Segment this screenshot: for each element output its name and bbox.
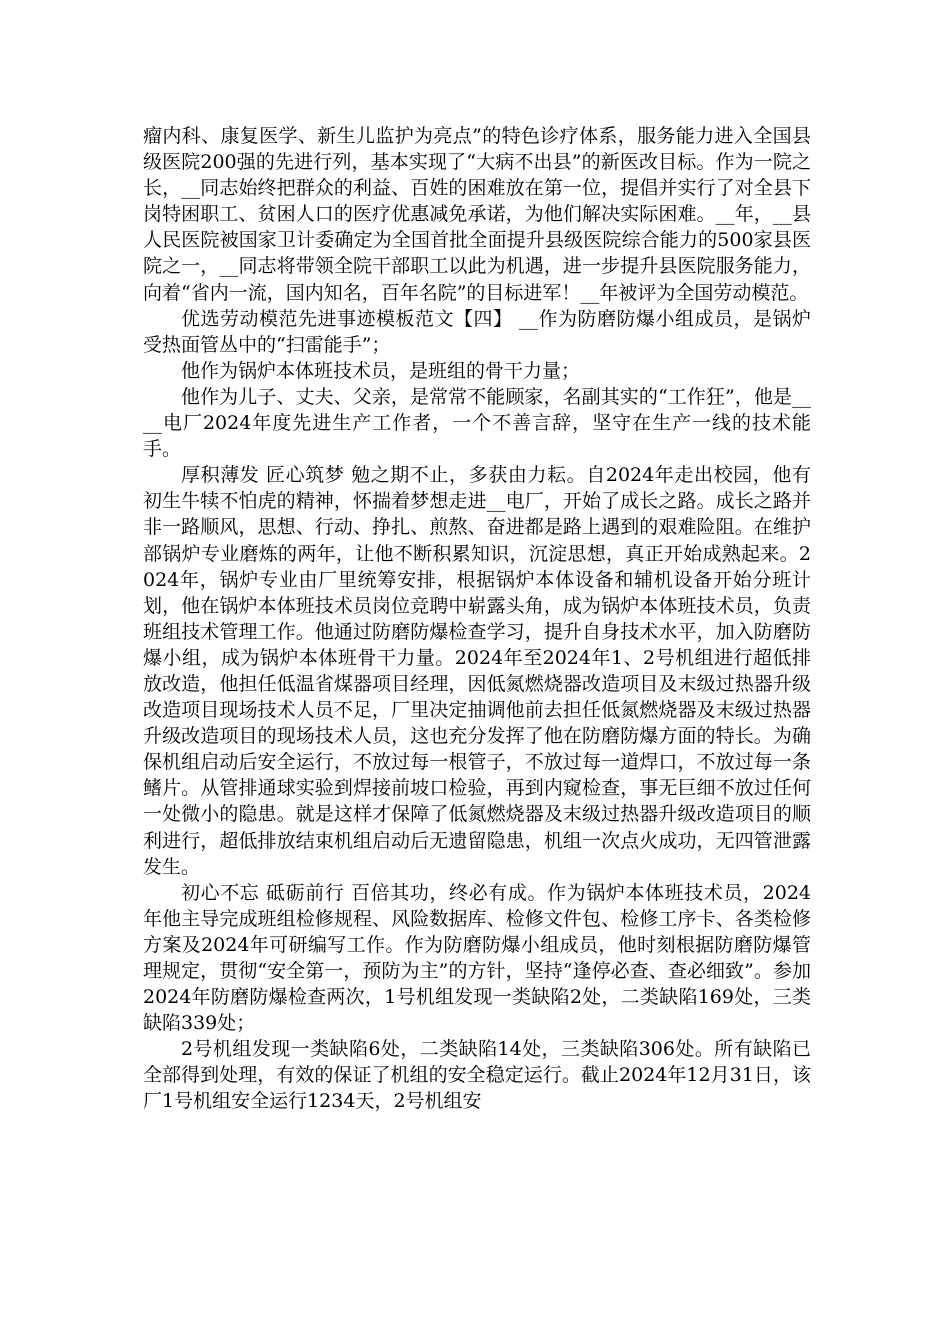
paragraph-family-role: 他作为儿子、丈夫、父亲，是常常不能顾家，名副其实的“工作狂”，他是____电厂2024年度先进生产工作者，一个不善言辞，坚守在生产一线的技术能手。 [143, 385, 811, 461]
paragraph-achievements: 初心不忘 砥砺前行 百倍其功，终必有成。作为锅炉本体班技术员，2024年他主导完成班组检修规程、风险数据库、检修文件包、检修工序卡、各类检修方案及2024年可研编写工作。作为防磨防爆小组成员，他时刻根据防磨防爆管理规定，贯彻“安全第一，预防为主”的方针，坚持“逢停必查、查必细致”。参加2024年防磨防爆检查两次，1号机组发现一类缺陷2处，二类缺陷169处，三类缺陷339处； [143, 881, 811, 1035]
paragraph-hospital-intro: 瘤内科、康复医学、新生儿监护为亮点”的特色诊疗体系，服务能力进入全国县级医院200强的先进行列，基本实现了“大病不出县”的新医改目标。作为一院之长，__同志始终把群众的利益、百姓的困难放在第一位，提倡并实行了对全县下岗特困职工、贫困人口的医疗优惠减免承诺，为他们解决实际困难。__年，__县人民医院被国家卫计委确定为全国首批全面提升县级医院综合能力的500家县医院之一，__同志将带领全院干部职工以此为机遇，进一步提升县医院服务能力，向着“省内一流，国内知名，百年名院”的目标进军！__年被评为全国劳动模范。 [143, 125, 811, 304]
paragraph-unit-two-results: 2号机组发现一类缺陷6处，二类缺陷14处，三类缺陷306处。所有缺陷已全部得到处理，有效的保证了机组的安全稳定运行。截止2024年12月31日，该厂1号机组安全运行1234天，2号机组安 [143, 1038, 811, 1113]
document-body [143, 123, 811, 1115]
paragraph-growth-story: 厚积薄发 匠心筑梦 勉之期不止，多获由力耘。自2024年走出校园，他有初生牛犊不怕虎的精神，怀揣着梦想走进__电厂，开始了成长之路。成长之路并非一路顺风，思想、行动、挣扎、煎熬、奋进都是路上遇到的艰难险阻。在维护部锅炉专业磨炼的两年，让他不断积累知识，沉淀思想，真正开始成熟起来。2024年，锅炉专业由厂里统筹安排，根据锅炉本体设备和辅机设备开始分班计划，他在锅炉本体班技术员岗位竞聘中崭露头角，成为锅炉本体班技术员，负责班组技术管理工作。他通过防磨防爆检查学习，提升自身技术水平，加入防磨防爆小组，成为锅炉本体班骨干力量。2024年至2024年1、2号机组进行超低排放改造，他担任低温省煤器项目经理，因低氮燃烧器改造项目及末级过热器升级改造项目现场技术人员不足，厂里决定抽调他前去担任低氮燃烧器及末级过热器升级改造项目的现场技术人员，这也充分发挥了他在防磨防爆方面的特长。为确保机组启动后安全运行，不放过每一根管子，不放过每一道焊口，不放过每一条鳍片。从管排通球实验到焊接前坡口检验，再到内窥检查，事无巨细不放过任何一处微小的隐患。就是这样才保障了低氮燃烧器及末级过热器升级改造项目的顺利进行，超低排放结束机组启动后无遗留隐患，机组一次点火成功，无四管泄露发生。 [143, 464, 811, 878]
paragraph-section-four-title: 优选劳动模范先进事迹模板范文【四】 __作为防磨防爆小组成员，是锅炉受热面管丛中的“扫雷能手”； [143, 307, 811, 356]
paragraph-technician-role: 他作为锅炉本体班技术员，是班组的骨干力量； [181, 359, 581, 382]
